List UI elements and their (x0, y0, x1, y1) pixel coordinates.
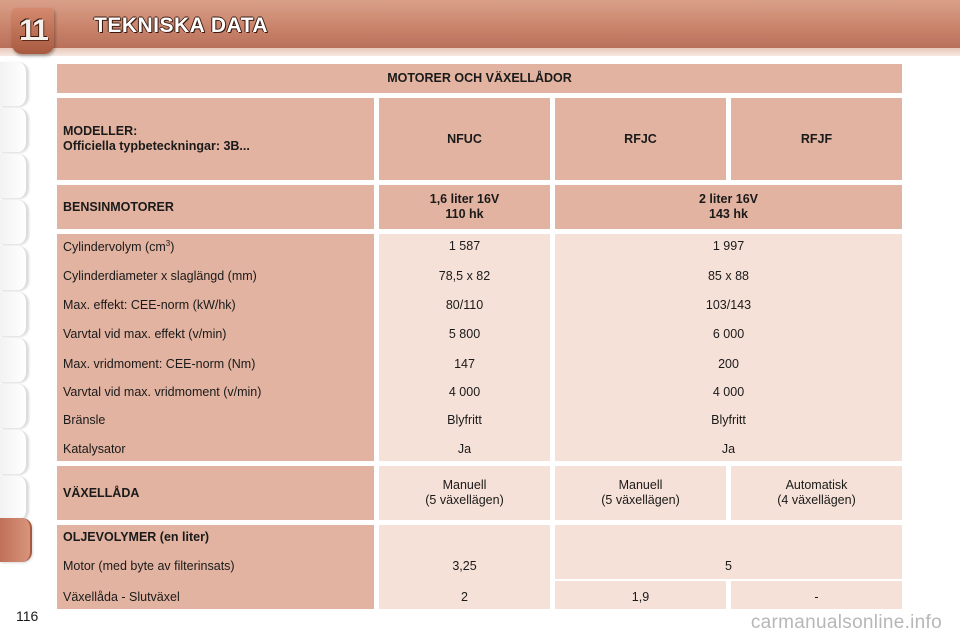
oil-gear-value-rfjc: 1,9 (631, 590, 650, 604)
header-strip (0, 48, 960, 56)
gearbox-gears: (5 växellägen) (425, 493, 504, 507)
table-title (57, 64, 902, 93)
oil-motor-value-b: 5 (725, 559, 732, 573)
spec-label: Varvtal vid max. effekt (v/min) (63, 327, 227, 341)
spec-label: Max. vridmoment: CEE-norm (Nm) (63, 357, 256, 371)
spec-value-b: Ja (721, 442, 736, 456)
spec-value-a: 147 (454, 357, 475, 371)
side-tab-navigation (0, 62, 36, 582)
gearbox-label-cell (57, 466, 374, 520)
side-tab-9[interactable] (0, 430, 28, 474)
page-title: TEKNISKA DATA (94, 14, 269, 37)
spec-value-b: 1 997 (712, 239, 745, 253)
side-tab-2[interactable] (0, 108, 28, 152)
spec-value-b: 4 000 (712, 385, 745, 399)
gearbox-type: Manuell (442, 478, 487, 492)
engines-label-cell (57, 185, 374, 229)
engine-b-cell (555, 185, 902, 229)
spec-value-b: 200 (718, 357, 739, 371)
engine-b-line2: 143 hk (709, 207, 748, 221)
side-tab-1[interactable] (0, 62, 28, 106)
gearbox-type: Automatisk (785, 478, 848, 492)
model-cell-rfjc (555, 98, 726, 180)
spec-value-a: 78,5 x 82 (438, 269, 491, 283)
oil-label: OLJEVOLYMER (en liter) (63, 530, 210, 544)
side-tab-8[interactable] (0, 384, 28, 428)
side-tab-3[interactable] (0, 154, 28, 198)
side-tab-6[interactable] (0, 292, 28, 336)
side-tab-5[interactable] (0, 246, 28, 290)
chapter-badge[interactable]: 11 (12, 8, 54, 54)
table-title-text: MOTORER OCH VÄXELLÅDOR (387, 71, 572, 85)
engine-a-line2: 110 hk (445, 207, 484, 221)
gearbox-cell-rfjf (731, 466, 902, 520)
engine-a-line1: 1,6 liter 16V (429, 192, 500, 206)
spec-label: Katalysator (63, 442, 126, 456)
spec-value-a: 1 587 (448, 239, 481, 253)
side-tab-7[interactable] (0, 338, 28, 382)
gearbox-cell-rfjc (555, 466, 726, 520)
engine-b-line1: 2 liter 16V (698, 192, 759, 206)
engines-label: BENSINMOTORER (63, 199, 174, 214)
side-tab-11-active[interactable] (0, 518, 32, 562)
spec-value-b: 6 000 (712, 327, 745, 341)
oil-motor-label: Motor (med byte av filterinsats) (63, 559, 235, 573)
side-tab-10[interactable] (0, 476, 28, 520)
gearbox-type: Manuell (618, 478, 663, 492)
gearbox-gears: (4 växellägen) (777, 493, 856, 507)
model-name: NFUC (447, 131, 482, 146)
engine-a-cell (379, 185, 550, 229)
spec-label: Bränsle (63, 413, 106, 427)
side-tab-4[interactable] (0, 200, 28, 244)
spec-label: Max. effekt: CEE-norm (kW/hk) (63, 298, 236, 312)
model-name: RFJF (800, 131, 833, 146)
spec-value-b: 103/143 (705, 298, 752, 312)
watermark: carmanualsonline.info (750, 612, 942, 633)
gearbox-label: VÄXELLÅDA (63, 485, 140, 500)
models-label-cell (57, 98, 374, 180)
model-name: RFJC (624, 131, 657, 146)
spec-value-a: 80/110 (445, 298, 484, 312)
gearbox-cell-nfuc (379, 466, 550, 520)
spec-label: Cylinderdiameter x slaglängd (mm) (63, 269, 257, 283)
oil-gear-value-rfjf: - (814, 590, 819, 604)
oil-gear-value-nfuc: 2 (461, 590, 468, 604)
spec-value-a: 5 800 (448, 327, 481, 341)
spec-value-b: Blyfritt (711, 413, 746, 427)
spec-value-a: 4 000 (448, 385, 481, 399)
page-number: 116 (16, 608, 39, 624)
gearbox-gears: (5 växellägen) (601, 493, 680, 507)
model-cell-nfuc (379, 98, 550, 180)
model-cell-rfjf (731, 98, 902, 180)
oil-gear-label: Växellåda - Slutväxel (63, 590, 180, 604)
spec-label: Varvtal vid max. vridmoment (v/min) (63, 385, 262, 399)
spec-value-b: 85 x 88 (707, 269, 749, 283)
oil-motor-value-a: 3,25 (452, 559, 477, 573)
spec-value-a: Blyfritt (447, 413, 482, 427)
models-label-2: Officiella typbeteckningar: 3B... (63, 139, 250, 153)
spec-label-displacement: Cylindervolym $(cm^3)$ (63, 239, 175, 255)
spec-value-a: Ja (457, 442, 472, 456)
models-label-1: MODELLER: (63, 124, 138, 138)
